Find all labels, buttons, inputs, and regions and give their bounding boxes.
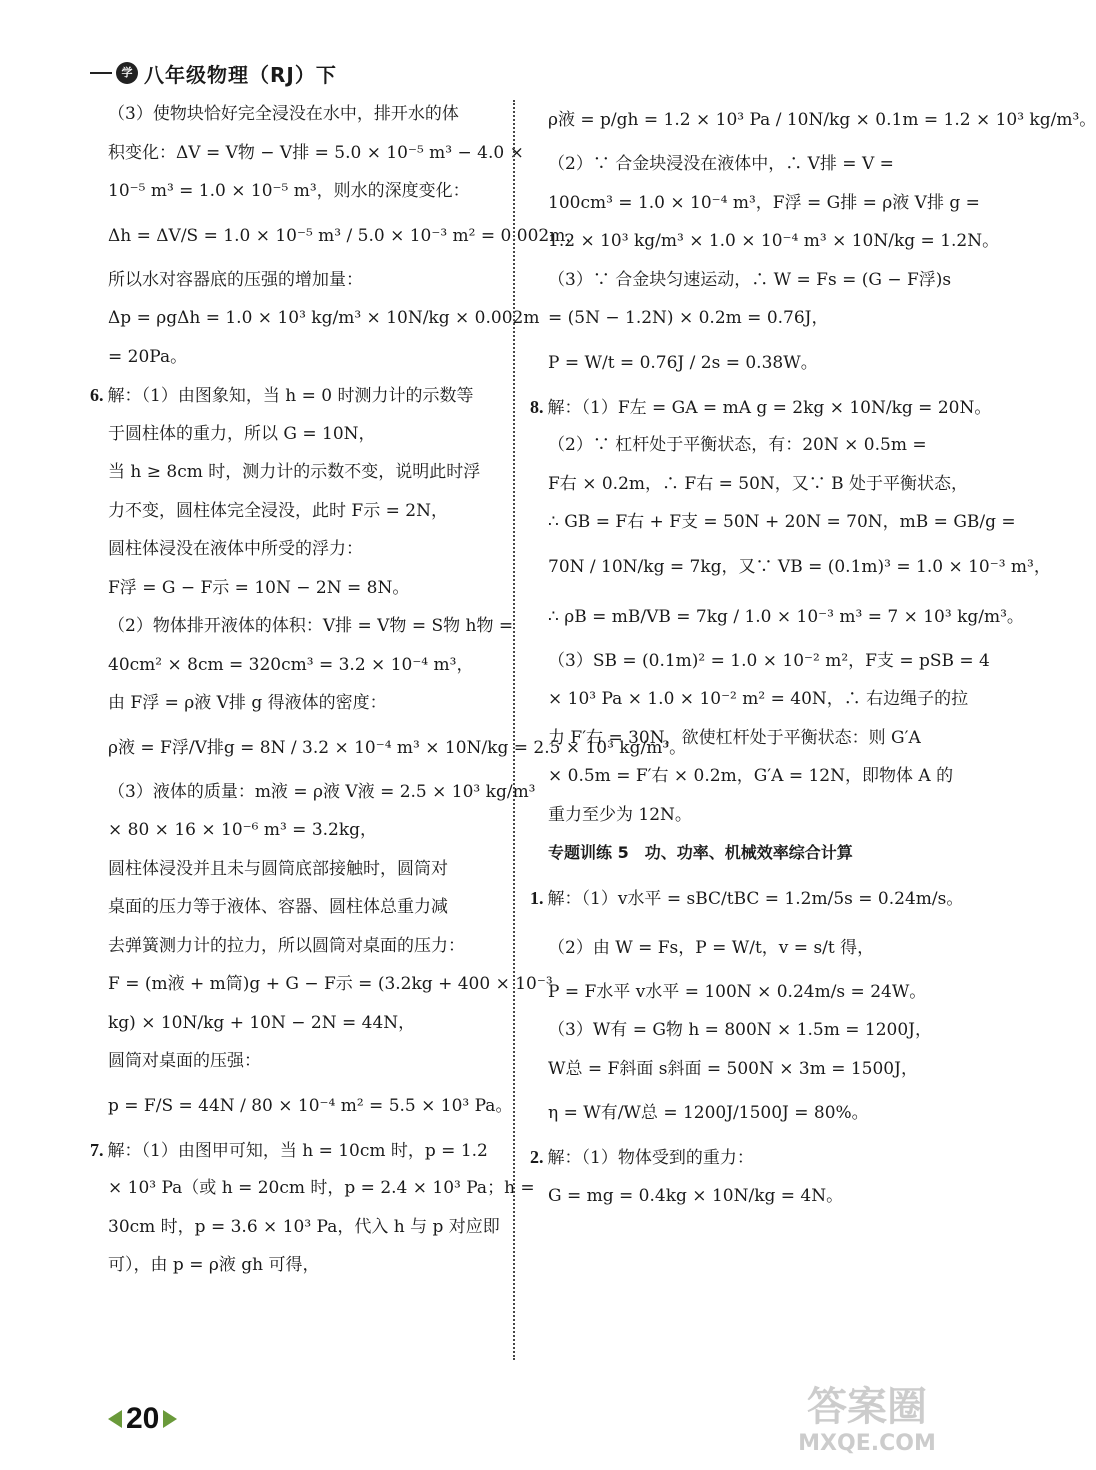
line-text: （2）物体排开液体的体积：V排 = V物 = S物 h物 = xyxy=(108,616,514,636)
text-line xyxy=(530,388,992,427)
line-text: 解：（1）由图象知，当 h = 0 时测力计的示数等 xyxy=(107,386,474,406)
line-text: （2）由 W = Fs，P = W/t，v = s/t 得， xyxy=(548,937,875,958)
text-line xyxy=(90,888,495,927)
text-line xyxy=(90,95,495,134)
line-text: η = W有/W总 = 1200J/1500J = 80%。 xyxy=(548,1103,869,1123)
line-text: = (5N − 1.2N) × 0.2m = 0.76J， xyxy=(548,308,829,328)
line-text: Δh = ΔV/S = 1.0 × 10⁻⁵ m³ / 5.0 × 10⁻³ m² = 0.002m， xyxy=(108,225,583,246)
header-title: 八年级物理（RJ）下 xyxy=(144,62,337,87)
text-line xyxy=(530,1011,930,1050)
line-text: 圆筒对桌面的压强： xyxy=(108,1051,261,1071)
line-text: ∴ GB = F右 + F支 = 50N + 20N = 70N，mB = GB/g = xyxy=(548,512,1016,532)
line-text: P = F水平 v水平 = 100N × 0.24m/s = 24W。 xyxy=(548,981,927,1002)
line-text: = 20Pa。 xyxy=(108,346,188,367)
line-text: 1.2 × 10³ kg/m³ × 1.0 × 10⁻⁴ m³ × 10N/kg = 1.2N。 xyxy=(548,231,1000,251)
line-text: F = (m液 + m筒)g + G − F示 = (3.2kg + 400 × 10⁻³ xyxy=(108,974,553,994)
running-header xyxy=(90,58,337,88)
problem-number: 2. xyxy=(530,1147,544,1167)
text-line xyxy=(90,965,553,1004)
line-text: （3）W有 = G物 h = 800N × 1.5m = 1200J， xyxy=(548,1020,932,1040)
line-text: F浮 = G − F示 = 10N − 2N = 8N。 xyxy=(108,577,410,598)
line-text: （3）使物块恰好完全浸没在水中，排开水的体 xyxy=(108,104,459,124)
watermark-url: MXQE.COM xyxy=(798,1431,936,1456)
line-text: 圆柱体浸没在液体中所受的浮力： xyxy=(108,539,363,559)
text-line xyxy=(530,426,930,465)
text-line xyxy=(530,757,954,796)
text-line xyxy=(530,145,930,184)
watermark-text: 答案圈 xyxy=(807,1384,927,1430)
text-line xyxy=(530,95,1096,145)
text-line xyxy=(530,592,1024,642)
line-text: 10⁻⁵ m³ = 1.0 × 10⁻⁵ m³，则水的深度变化： xyxy=(108,181,470,201)
text-line xyxy=(90,1169,535,1208)
text-line xyxy=(90,569,495,608)
text-line xyxy=(90,1004,495,1043)
line-text: 100cm³ = 1.0 × 10⁻⁴ m³，F浮 = G排 = ρ液 V排 g = xyxy=(548,192,980,213)
line-text: ρ液 = F浮/V排g = 8N / 3.2 × 10⁻⁴ m³ × 10N/kg = 2.5 × 10³ kg/m³。 xyxy=(108,737,687,758)
text-line xyxy=(90,492,495,531)
line-text: 解：（1）由图甲可知，当 h = 10cm 时，p = 1.2 xyxy=(107,1140,488,1161)
text-line xyxy=(530,923,930,973)
text-line xyxy=(530,261,952,300)
line-text: W总 = F斜面 s斜面 = 500N × 3m = 1500J， xyxy=(548,1058,918,1079)
text-line xyxy=(530,503,1016,542)
text-line xyxy=(530,642,990,681)
text-line xyxy=(90,850,495,889)
text-line xyxy=(90,1042,495,1081)
line-text: kg) × 10N/kg + 10N − 2N = 44N， xyxy=(108,1012,416,1033)
line-text: ∴ ρB = mB/VB = 7kg / 1.0 × 10⁻³ m³ = 7 × 10³ kg/m³。 xyxy=(548,606,1024,627)
arrow-left-icon xyxy=(108,1410,122,1428)
text-line xyxy=(530,1177,930,1216)
text-line xyxy=(530,1138,930,1177)
line-text: × 10³ Pa（或 h = 20cm 时，p = 2.4 × 10³ Pa；h = xyxy=(108,1178,535,1198)
line-text: 重力至少为 12N。 xyxy=(548,804,692,825)
text-line xyxy=(90,773,536,812)
text-line xyxy=(90,172,495,211)
text-line xyxy=(530,222,1000,261)
text-line xyxy=(90,261,495,300)
book-logo-icon: 学 xyxy=(116,62,138,84)
text-line xyxy=(90,338,495,377)
text-line xyxy=(90,684,495,723)
text-line xyxy=(90,607,514,646)
text-line xyxy=(530,299,930,338)
line-text: 当 h ≥ 8cm 时，测力计的示数不变，说明此时浮 xyxy=(108,462,481,482)
line-text: 40cm² × 8cm = 320cm³ = 3.2 × 10⁻⁴ m³， xyxy=(108,654,474,675)
line-text: × 80 × 16 × 10⁻⁶ m³ = 3.2kg， xyxy=(108,820,378,840)
column-divider xyxy=(513,100,515,1360)
line-text: （3）液体的质量：m液 = ρ液 V液 = 2.5 × 10³ kg/m³ xyxy=(108,781,536,802)
line-text: 于圆柱体的重力，所以 G = 10N， xyxy=(108,423,376,444)
line-text: 专题训练 5 功、功率、机械效率综合计算 xyxy=(548,843,853,862)
line-text: F右 × 0.2m，∴ F右 = 50N，又∵ B 处于平衡状态， xyxy=(548,473,969,494)
text-line xyxy=(90,1208,500,1247)
text-line xyxy=(90,453,495,492)
text-line xyxy=(90,646,495,685)
text-line xyxy=(530,796,930,835)
line-text: 力 F′右 = 30N，欲使杠杆处于平衡状态：则 G′A xyxy=(548,727,921,748)
line-text: 30cm 时，p = 3.6 × 10³ Pa，代入 h 与 p 对应即 xyxy=(108,1216,500,1237)
line-text: 解：（1）v水平 = sBC/tBC = 1.2m/5s = 0.24m/s。 xyxy=(547,888,964,909)
line-text: 所以水对容器底的压强的增加量： xyxy=(108,269,363,290)
arrow-right-icon xyxy=(163,1410,177,1428)
problem-number: 8. xyxy=(530,396,544,417)
line-text: ρ液 = p/gh = 1.2 × 10³ Pa / 10N/kg × 0.1m = 1.2 × 10³ kg/m³。 xyxy=(548,110,1096,130)
section-heading xyxy=(530,834,930,873)
line-text: P = W/t = 0.76J / 2s = 0.38W。 xyxy=(548,352,818,373)
text-line xyxy=(90,376,495,415)
header-rule xyxy=(90,72,112,74)
line-text: （3）∵ 合金块匀速运动，∴ W = Fs = (G − F浮)s xyxy=(548,269,952,290)
text-line xyxy=(90,299,540,338)
line-text: × 10³ Pa × 1.0 × 10⁻² m² = 40N，∴ 右边绳子的拉 xyxy=(548,689,969,709)
line-text: 70N / 10N/kg = 7kg，又∵ VB = (0.1m)³ = 1.0 × 10⁻³ m³， xyxy=(548,556,1051,577)
text-line xyxy=(90,134,524,173)
text-line xyxy=(90,530,495,569)
text-line xyxy=(530,465,969,504)
line-text: 圆柱体浸没并且未与圆筒底部接触时，圆筒对 xyxy=(108,858,448,879)
problem-number: 7. xyxy=(90,1139,104,1160)
text-line xyxy=(530,973,930,1012)
text-line xyxy=(530,338,930,388)
text-line xyxy=(530,542,1051,592)
line-text: p = F/S = 44N / 80 × 10⁻⁴ m² = 5.5 × 10³ Pa。 xyxy=(108,1095,513,1116)
line-text: （3）SB = (0.1m)² = 1.0 × 10⁻² m²，F支 = pSB = 4 xyxy=(548,650,990,671)
text-line xyxy=(90,927,495,966)
text-line xyxy=(530,719,930,758)
line-text: × 0.5m = F′右 × 0.2m，G′A = 12N，即物体 A 的 xyxy=(548,766,954,786)
line-text: （2）∵ 杠杆处于平衡状态，有：20N × 0.5m = xyxy=(548,435,927,455)
line-text: （2）∵ 合金块浸没在液体中，∴ V排 = V = xyxy=(548,154,894,174)
text-line xyxy=(90,723,687,773)
line-text: 由 F浮 = ρ液 V排 g 得液体的密度： xyxy=(108,693,387,713)
line-text: 积变化：ΔV = V物 − V排 = 5.0 × 10⁻⁵ m³ − 4.0 × xyxy=(108,142,524,163)
text-line xyxy=(530,1050,930,1089)
line-text: 力不变，圆柱体完全浸没，此时 F示 = 2N， xyxy=(108,500,448,521)
text-line xyxy=(90,1131,495,1170)
line-text: G = mg = 0.4kg × 10N/kg = 4N。 xyxy=(548,1185,844,1206)
text-line xyxy=(530,680,969,719)
text-line xyxy=(530,873,964,923)
line-text: 可），由 p = ρ液 gh 可得， xyxy=(108,1255,320,1275)
text-line xyxy=(90,1246,495,1285)
line-text: 解：（1）F左 = GA = mA g = 2kg × 10N/kg = 20N。 xyxy=(547,397,992,418)
line-text: Δp = ρgΔh = 1.0 × 10³ kg/m³ × 10N/kg × 0.002m xyxy=(108,308,540,328)
problem-number: 1. xyxy=(530,887,544,908)
problem-number: 6. xyxy=(90,385,104,405)
line-text: 解：（1）物体受到的重力： xyxy=(547,1148,754,1168)
page-footer xyxy=(108,1402,177,1436)
right-column xyxy=(530,95,1096,1215)
text-line xyxy=(90,211,583,261)
text-line xyxy=(530,184,980,223)
text-line xyxy=(90,415,495,454)
watermark-logo xyxy=(762,1378,972,1458)
line-text: 桌面的压力等于液体、容器、圆柱体总重力减 xyxy=(108,897,448,917)
page-number: 20 xyxy=(126,1402,160,1435)
text-line xyxy=(530,1088,930,1138)
line-text: 去弹簧测力计的拉力，所以圆筒对桌面的压力： xyxy=(108,935,465,956)
text-line xyxy=(90,811,495,850)
text-line xyxy=(90,1081,513,1131)
